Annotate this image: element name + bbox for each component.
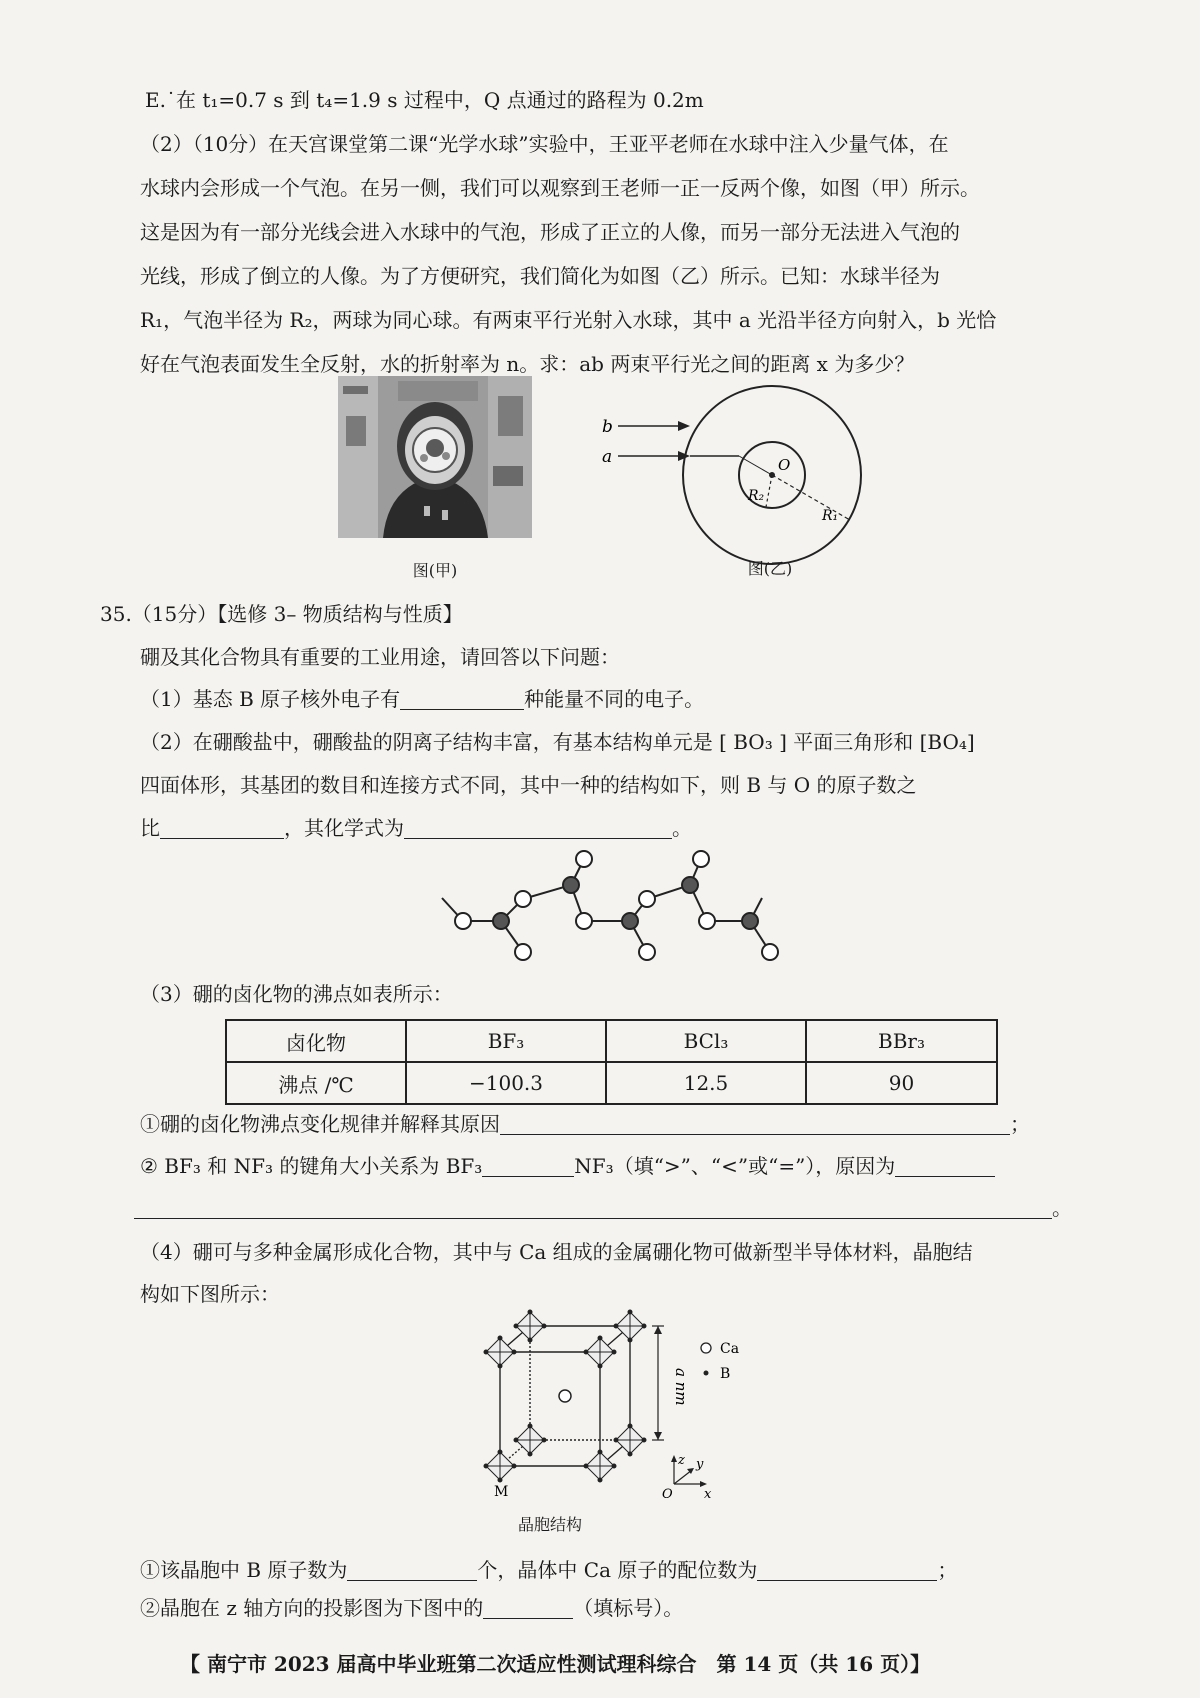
answer-blank-formula[interactable]	[404, 816, 672, 839]
label-o: O	[778, 456, 791, 474]
answer-blank-b-count[interactable]	[347, 1558, 477, 1581]
table-header-cell: 卤化物	[226, 1020, 406, 1062]
answer-blank-electron-types[interactable]	[400, 687, 524, 710]
q35-part1-text-b: 种能量不同的电子。	[524, 687, 705, 711]
boiling-point-table	[225, 1019, 998, 1105]
boron-atom	[563, 877, 579, 893]
legend-ca-label: Ca	[720, 1341, 740, 1357]
crystal-caption: 晶胞结构	[517, 1515, 582, 1534]
q35-part4-q2-text-b: （填标号）。	[573, 1596, 684, 1620]
label-r1: R₁	[822, 508, 839, 524]
ca-atom-center	[559, 1390, 571, 1402]
q35-part4-line-1: （4）硼可与多种金属形成化合物，其中与 Ca 组成的金属硼化物可做新型半导体材料，晶胞结	[140, 1240, 973, 1264]
b6-octahedron	[514, 1310, 546, 1342]
q35-part4-q1-text-c: ；	[937, 1558, 958, 1582]
q35-part3-q1	[140, 1110, 1030, 1138]
q35-part3-q1-text: ①硼的卤化物沸点变化规律并解释其原因	[140, 1112, 500, 1136]
q35-header: 35.（15分）【选修 3– 物质结构与性质】	[100, 602, 463, 626]
answer-blank-ca-coordination[interactable]	[757, 1558, 937, 1581]
oxygen-atom	[515, 944, 531, 960]
b6-octahedron	[614, 1310, 646, 1342]
b6-octahedron	[614, 1424, 646, 1456]
figure-jia-caption: 图(甲)	[412, 561, 458, 580]
corner-m-label: M	[494, 1484, 509, 1500]
answer-blank-projection[interactable]	[483, 1596, 573, 1619]
q35-part4-q1	[140, 1556, 957, 1584]
q35-part2-line-1: （2）在硼酸盐中，硼酸盐的阴离子结构丰富，有基本结构单元是 [ BO₃ ] 平面三角形和 [BO₄]	[140, 730, 975, 754]
q34-part2-line-5: R₁，气泡半径为 R₂，两球为同心球。有两束平行光射入水球，其中 a 光沿半径方向射入，b 光恰	[140, 308, 997, 332]
answer-blank-reason-start[interactable]	[895, 1154, 995, 1177]
table-header-cell: BCl₃	[606, 1020, 806, 1062]
oxygen-atom	[639, 891, 655, 907]
answer-blank-bond-angle[interactable]	[482, 1154, 574, 1177]
legend-b-label: B	[720, 1366, 731, 1382]
label-r2: R₂	[748, 488, 765, 504]
q35-part2-line-2: 四面体形，其基团的数目和连接方式不同，其中一种的结构如下，则 B 与 O 的原子数之	[140, 773, 917, 797]
q35-part2-text-b: ，其化学式为	[284, 816, 404, 840]
figure-yi-diagram	[600, 370, 930, 570]
q35-part3-q2-cont	[134, 1194, 1072, 1222]
axis-y-label: y	[696, 1457, 704, 1472]
figure-yi-caption: 图(乙)	[747, 559, 793, 578]
table-header-row	[226, 1020, 997, 1062]
b6-octahedron	[584, 1336, 616, 1368]
q35-part2-text-a: 比	[140, 816, 160, 840]
table-header-cell: BBr₃	[806, 1020, 997, 1062]
q35-part3-q2-text-a: ② BF₃ 和 NF₃ 的键角大小关系为 BF₃	[140, 1154, 483, 1178]
boron-atom	[493, 913, 509, 929]
oxygen-atom	[762, 944, 778, 960]
q35-part3-q2	[140, 1152, 995, 1180]
axis-x-label: x	[704, 1487, 712, 1502]
oxygen-atom	[515, 891, 531, 907]
q35-part2-line-3	[140, 814, 692, 842]
b6-octahedron	[584, 1450, 616, 1482]
borate-chain-structure	[430, 850, 790, 980]
b6-octahedron	[514, 1424, 546, 1456]
page-footer: 【 南宁市 2023 届高中毕业班第二次适应性测试理科综合 第 14 页（共 16 页）】	[180, 1652, 931, 1676]
boron-atom	[682, 877, 698, 893]
answer-blank-boiling-trend[interactable]	[500, 1112, 1010, 1135]
q35-part4-q1-text-a: ①该晶胞中 B 原子数为	[140, 1558, 348, 1582]
q35-part4-q2	[140, 1594, 683, 1622]
q35-part1	[140, 685, 704, 713]
water-ball-photo	[338, 376, 532, 538]
oxygen-atom	[576, 913, 592, 929]
table-row	[226, 1062, 997, 1104]
q34-part2-line-4: 光线，形成了倒立的人像。为了方便研究，我们简化为如图（乙）所示。已知：水球半径为	[140, 264, 940, 288]
q35-part3-q2-end: 。	[1052, 1196, 1072, 1220]
table-cell: 12.5	[606, 1062, 806, 1104]
q34-part2-line-3: 这是因为有一部分光线会进入水球中的气泡，形成了正立的人像，而另一部分无法进入气泡的	[140, 220, 960, 244]
q35-part3-q2-text-b: NF₃（填“>”、“<”或“=”），原因为	[574, 1154, 896, 1178]
axis-origin-label: O	[662, 1487, 673, 1502]
q35-part4-q1-text-b: 个，晶体中 Ca 原子的配位数为	[477, 1558, 758, 1582]
table-cell: 沸点 /℃	[226, 1062, 406, 1104]
q35-part4-q2-text-a: ②晶胞在 z 轴方向的投影图为下图中的	[140, 1596, 484, 1620]
table-cell: −100.3	[406, 1062, 606, 1104]
edge-length-label: a nm	[672, 1368, 690, 1406]
boron-atom	[622, 913, 638, 929]
oxygen-atom	[699, 913, 715, 929]
b6-octahedron	[484, 1336, 516, 1368]
axis-z-label: z	[678, 1453, 685, 1468]
q35-part4-line-2: 构如下图所示：	[140, 1282, 280, 1306]
oxygen-atom	[576, 851, 592, 867]
q35-part2-text-c: 。	[672, 816, 692, 840]
table-cell: 90	[806, 1062, 997, 1104]
q35-part3-q1-end: ；	[1010, 1112, 1030, 1136]
oxygen-atom	[455, 913, 471, 929]
q34-part2-line-1: （2）（10分）在天宫课堂第二课“光学水球”实验中，王亚平老师在水球中注入少量气体，在	[140, 132, 949, 156]
answer-blank-ratio[interactable]	[160, 816, 284, 839]
table-header-cell: BF₃	[406, 1020, 606, 1062]
label-b: b	[602, 417, 613, 437]
option-e: E.˙在 t₁=0.7 s 到 t₄=1.9 s 过程中，Q 点通过的路程为 0.2m	[145, 88, 704, 112]
legend-ca-icon	[701, 1343, 711, 1353]
oxygen-atom	[693, 851, 709, 867]
crystal-cell-diagram	[470, 1306, 770, 1510]
b6-octahedron	[484, 1450, 516, 1482]
answer-blank-reason[interactable]	[134, 1196, 1052, 1219]
q34-part2-line-6: 好在气泡表面发生全反射，水的折射率为 n。求：ab 两束平行光之间的距离 x 为多少？	[140, 352, 915, 376]
boron-atom	[742, 913, 758, 929]
label-a: a	[602, 447, 613, 467]
q35-part3-intro: （3）硼的卤化物的沸点如表所示：	[140, 982, 453, 1006]
q35-part1-text-a: （1）基态 B 原子核外电子有	[140, 687, 401, 711]
oxygen-atom	[639, 944, 655, 960]
q34-part2-line-2: 水球内会形成一个气泡。在另一侧，我们可以观察到王老师一正一反两个像，如图（甲）所示。	[140, 176, 980, 200]
legend-b-icon	[704, 1371, 709, 1376]
q35-intro: 硼及其化合物具有重要的工业用途，请回答以下问题：	[140, 645, 620, 669]
